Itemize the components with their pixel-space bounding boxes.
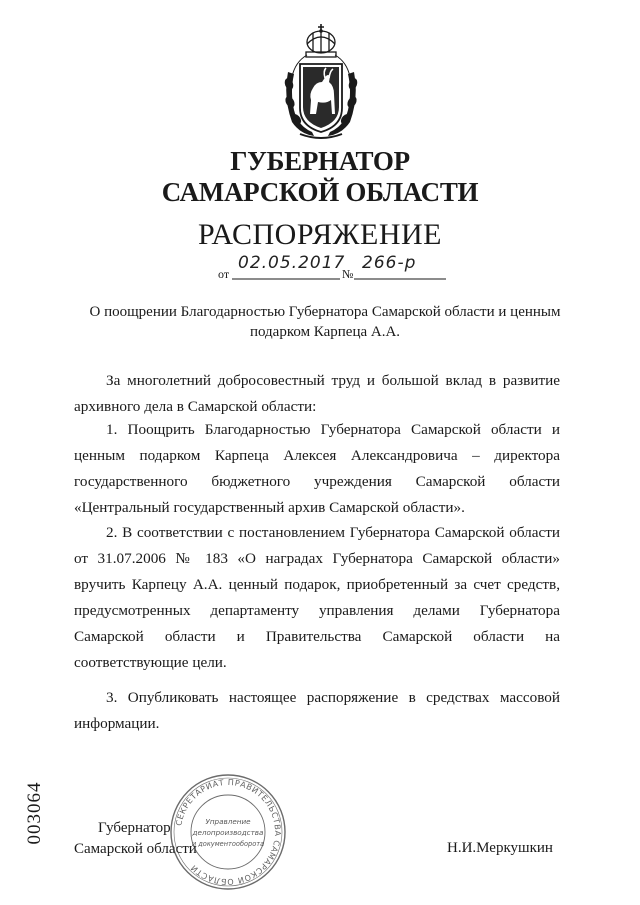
paragraph-item-1: [74, 417, 560, 521]
stamp-center-line: делопроизводства: [192, 828, 264, 837]
number-value: 266-р: [362, 253, 417, 273]
date-underline: [232, 256, 448, 286]
document-type-title: РАСПОРЯЖЕНИЕ: [197, 218, 443, 251]
document-subject: [70, 302, 580, 342]
paragraph-line: информации.: [74, 715, 160, 732]
stamp-center-line: и документооборота: [191, 840, 265, 848]
paragraph-line: ценным подарком Карпеца Алексея Александровича – директора: [74, 447, 560, 464]
issuer-region: САМАРСКОЙ ОБЛАСТИ: [161, 177, 479, 207]
signatory-title-line: Губернатор: [98, 820, 171, 836]
paragraph-intro: [74, 368, 560, 420]
paragraph-item-2: [74, 520, 560, 676]
signatory-title-line: Самарской области: [74, 841, 197, 857]
serial-number: [20, 780, 50, 846]
paragraph-line: вручить Карпецу А.А. ценный подарок, приобретенный за счет средств,: [74, 576, 560, 593]
issuer-title: ГУБЕРНАТОР: [230, 146, 410, 176]
signatory-name: Н.И.Меркушкин: [447, 840, 553, 856]
paragraph-line: Самарской области и Правительства Самарской области на: [74, 628, 560, 645]
number-prefix: №: [342, 267, 354, 281]
date-prefix: от: [218, 267, 230, 281]
serial-number-text: 003064: [24, 781, 45, 845]
date-value: 02.05.2017: [238, 253, 346, 273]
paragraph-line: За многолетний добросовестный труд и большой вклад в развитие: [106, 372, 560, 389]
round-stamp: [168, 772, 288, 892]
paragraph-line: архивного дела в Самарской области:: [74, 398, 317, 415]
coat-of-arms-emblem: [280, 22, 362, 140]
paragraph-line: соответствующие цели.: [74, 654, 227, 671]
subject-line: подарком Карпеца А.А.: [249, 324, 401, 340]
paragraph-line: 3. Опубликовать настоящее распоряжение в средствах массовой: [106, 689, 560, 706]
paragraph-line: «Центральный государственный архив Самарской области».: [74, 499, 465, 516]
subject-line: О поощрении Благодарностью Губернатора Самарской области и ценным: [89, 304, 561, 320]
stamp-center-line: Управление: [205, 817, 251, 826]
paragraph-line: 2. В соответствии с постановлением Губернатора Самарской области: [106, 524, 560, 541]
paragraph-line: предусмотренных департаменту управления делами Губернатора: [74, 602, 560, 619]
paragraph-item-3: [74, 685, 560, 737]
paragraph-line: 1. Поощрить Благодарностью Губернатора Самарской области и: [106, 421, 560, 438]
paragraph-line: от 31.07.2006 № 183 «О наградах Губернатора Самарской области»: [74, 550, 560, 567]
date-number-line: [218, 253, 448, 286]
paragraph-line: государственного бюджетного учреждения Самарской области: [74, 473, 560, 490]
stamp-ring-text: СЕКРЕТАРИАТ ПРАВИТЕЛЬСТВА САМАРСКОЙ ОБЛАСТИ: [174, 777, 283, 887]
